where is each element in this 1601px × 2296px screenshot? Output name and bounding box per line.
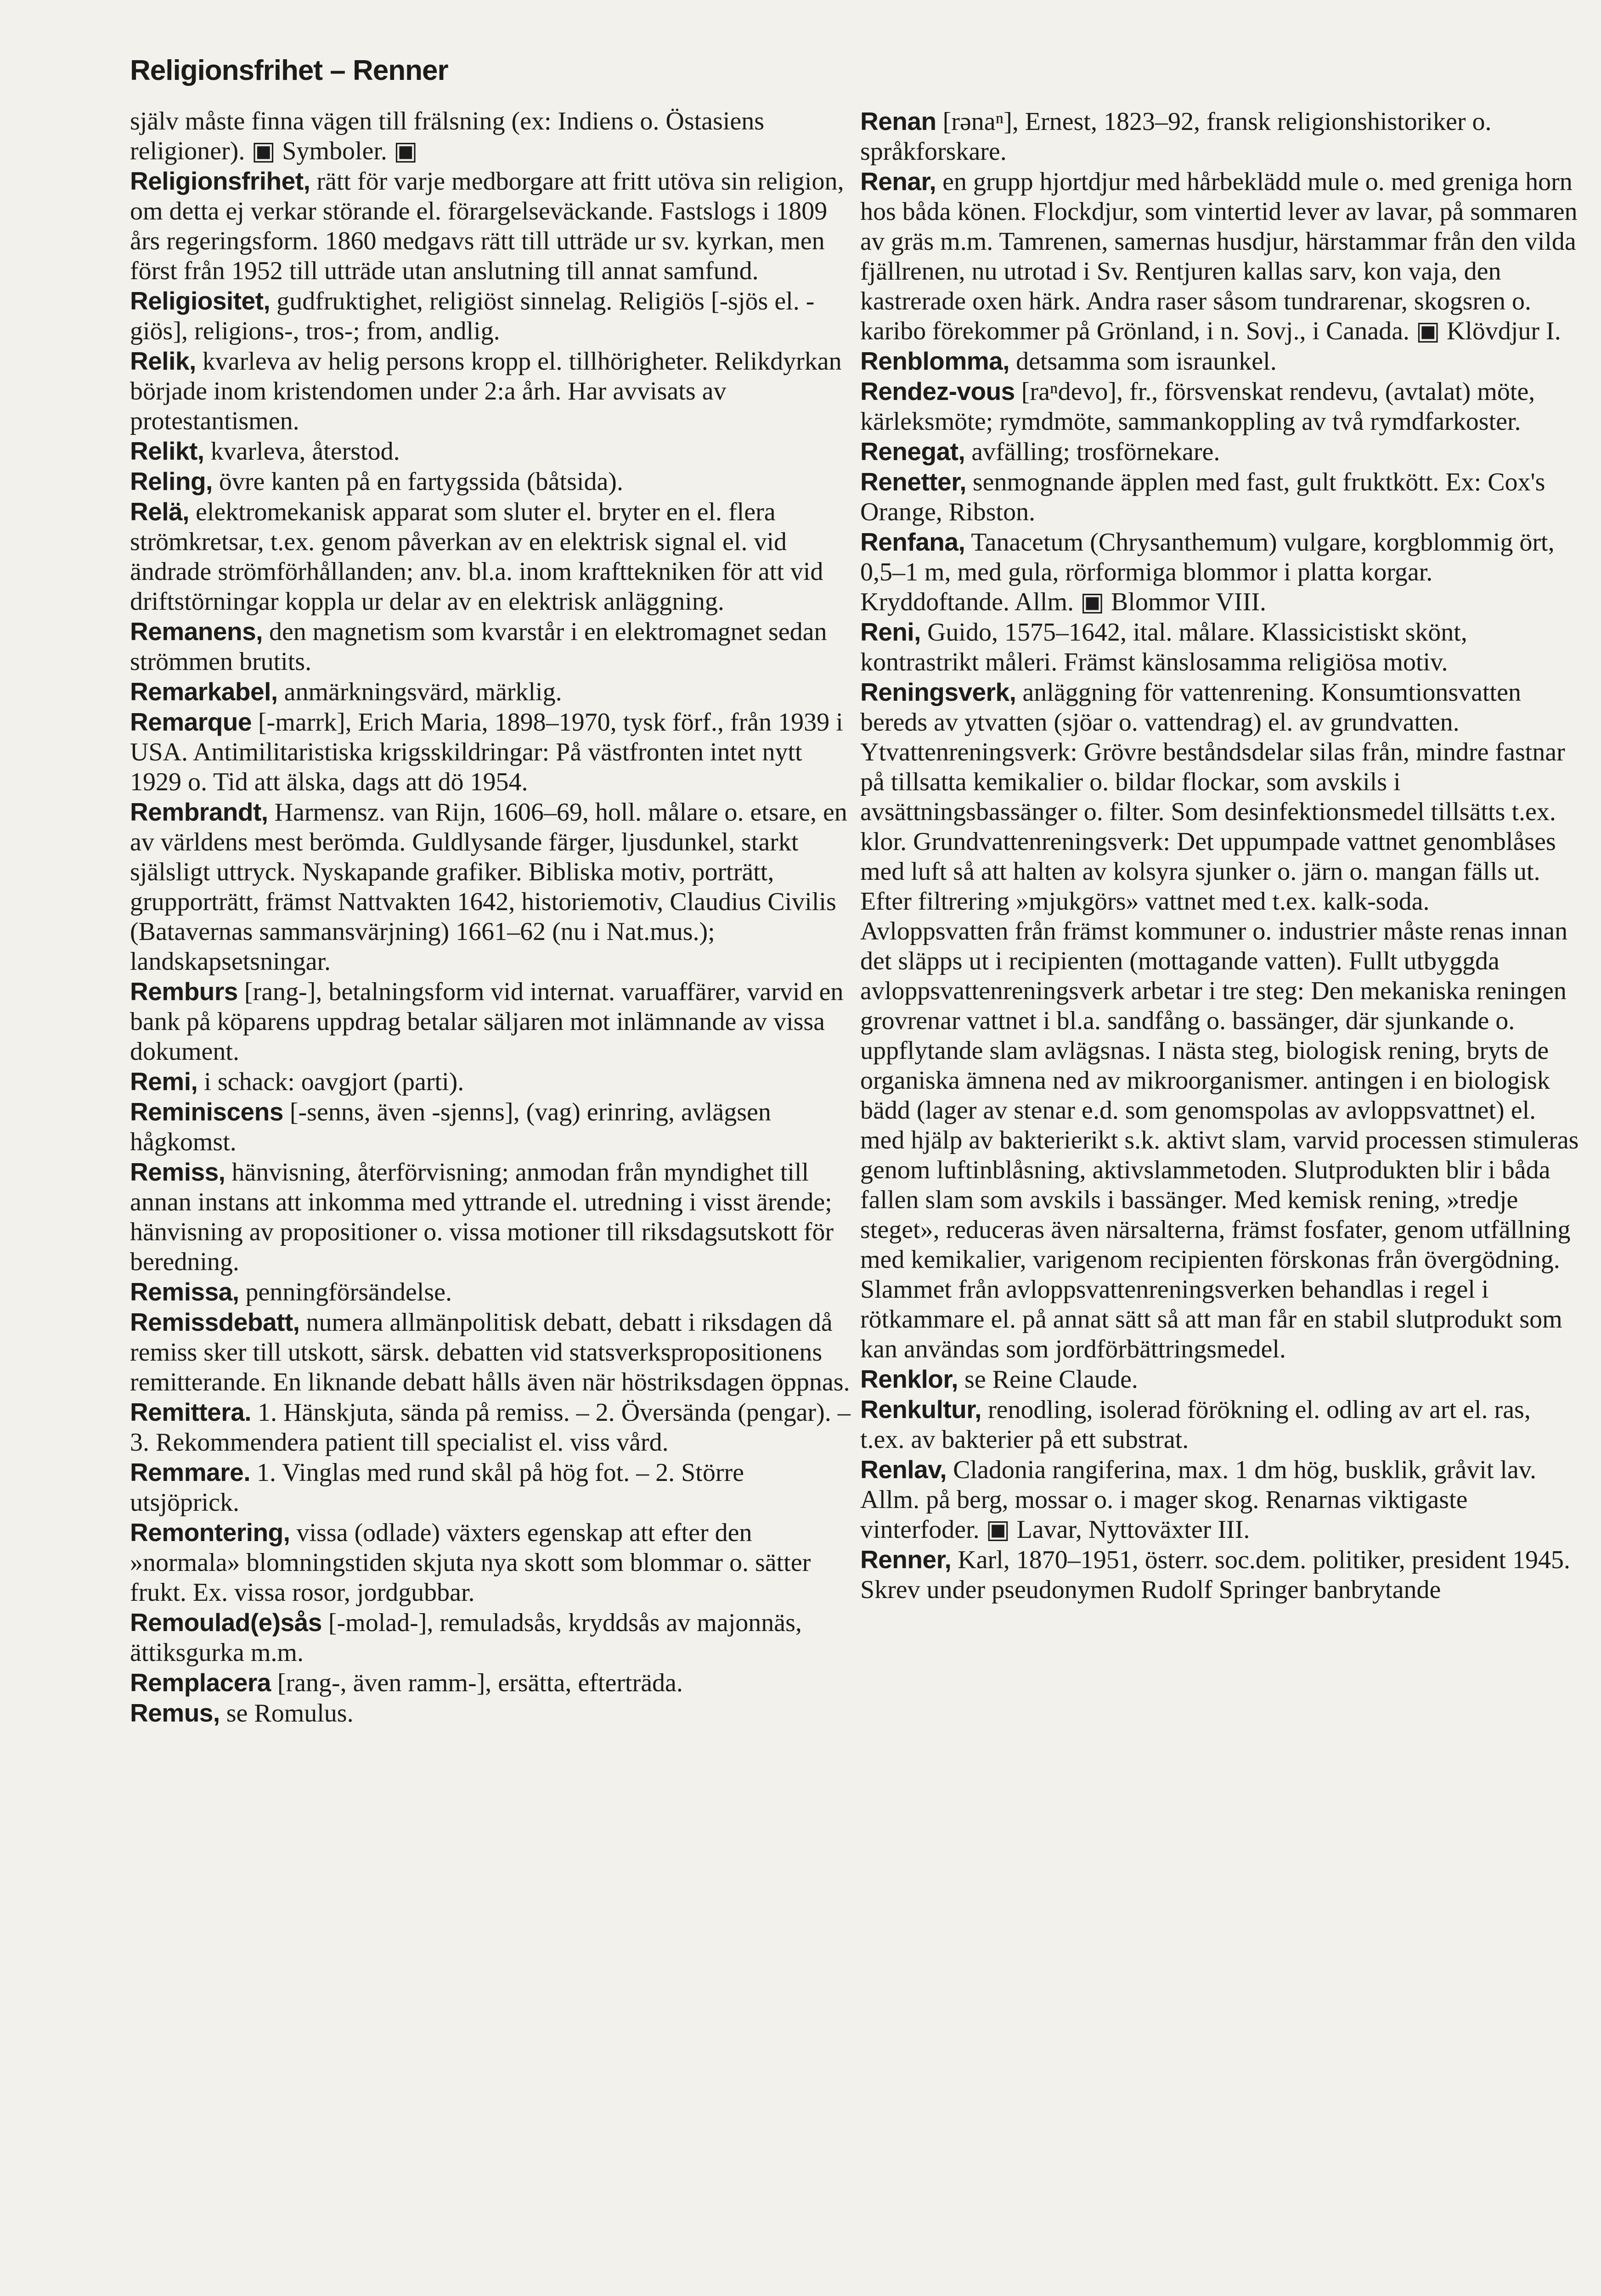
dictionary-entry xyxy=(860,1395,1581,1455)
entry-headword: Remissa, xyxy=(130,1277,239,1306)
dictionary-entry xyxy=(130,1097,851,1157)
dictionary-entry xyxy=(860,617,1581,677)
dictionary-entry xyxy=(130,707,851,797)
dictionary-entry xyxy=(860,167,1581,346)
dictionary-entry xyxy=(130,1608,851,1668)
dictionary-entry xyxy=(130,797,851,977)
entry-definition: elektromekanisk apparat som sluter el. bryter en el. flera strömkretsar, t.ex. genom påverkan av en elektrisk signal el. vid ändrade strömförhållanden; anv. bl.a. inom krafttekniken för att vid driftstörningar koppla ur delar av en elektrisk anläggning. xyxy=(130,498,823,616)
dictionary-entry xyxy=(130,1518,851,1608)
entry-definition: [-senns, även -sjenns], (vag) erinring, avlägsen hågkomst. xyxy=(130,1098,771,1156)
running-head: Religionsfrihet – Renner xyxy=(130,55,448,86)
entry-headword: Renkultur, xyxy=(860,1395,981,1424)
entry-definition: Cladonia rangiferina, max. 1 dm hög, busklik, gråvit lav. Allm. på berg, mossar o. i mager skog. Renarnas viktigaste vinterfoder. ▣ Lavar, Nyttoväxter III. xyxy=(860,1456,1537,1544)
entry-definition: [-marrk], Erich Maria, 1898–1970, tysk förf., från 1939 i USA. Antimilitaristiska krigsskildringar: På västfronten intet nytt 1929 o. Tid att älska, dags att dö 1954. xyxy=(130,708,843,796)
entry-definition: se Romulus. xyxy=(226,1699,354,1728)
entry-definition: [rang-], betalningsform vid internat. varuaffärer, varvid en bank på köparens uppdrag betalar säljaren mot inlämnande av vissa dokument. xyxy=(130,978,844,1066)
entry-definition: Tanacetum (Chrysanthemum) vulgare, korgblommig ört, 0,5–1 m, med gula, rörformiga blommor i platta korgar. Kryddoftande. Allm. ▣ Blommor VIII. xyxy=(860,528,1555,616)
entry-definition: se Reine Claude. xyxy=(964,1365,1138,1394)
dictionary-entry xyxy=(130,1307,851,1397)
dictionary-entry xyxy=(860,677,1581,1364)
entry-definition: renodling, isolerad förökning el. odling av art el. ras, t.ex. av bakterier på ett substrat. xyxy=(860,1396,1531,1454)
dictionary-entry xyxy=(130,467,851,497)
entry-definition: Harmensz. van Rijn, 1606–69, holl. målare o. etsare, en av världens mest berömda. Guldlysande färger, ljusdunkel, starkt själsligt uttryck. Nyskapande grafiker. Bibliska motiv, porträtt, grupporträtt, främst Nattvakten 1642, historiemotiv, Claudius Civilis (Batavernas sammansvärjning) 1661–62 (nu i Nat.mus.); landskapsetsningar. xyxy=(130,798,847,976)
entry-headword: Relikt, xyxy=(130,437,204,465)
entry-headword: Remittera. xyxy=(130,1398,251,1426)
dictionary-entry xyxy=(860,1455,1581,1545)
entry-headword: Remontering, xyxy=(130,1518,290,1547)
entry-definition: detsamma som israunkel. xyxy=(1016,347,1277,376)
entry-definition: Guido, 1575–1642, ital. målare. Klassicistiskt skönt, kontrastrikt måleri. Främst känslosamma religiösa motiv. xyxy=(860,618,1467,676)
entry-headword: Religionsfrihet, xyxy=(130,167,310,195)
entry-headword: Remissdebatt, xyxy=(130,1308,300,1336)
dictionary-entry xyxy=(130,166,851,286)
entry-definition: övre kanten på en fartygssida (båtsida). xyxy=(219,467,623,496)
entry-definition: hänvisning, återförvisning; anmodan från myndighet till annan instans att inkomma med yttrande el. utredning i visst ärende; hänvisning av propositioner o. vissa motioner till riksdagsutskott för beredning. xyxy=(130,1158,834,1276)
entry-headword: Renetter, xyxy=(860,467,966,496)
entry-definition: [raⁿdevo], fr., försvenskat rendevu, (avtalat) möte, kärleksmöte; rymdmöte, sammankoppling av två rymdfarkoster. xyxy=(860,377,1535,436)
dictionary-entry xyxy=(860,346,1581,377)
dictionary-entry xyxy=(130,1458,851,1518)
dictionary-entry xyxy=(130,1698,851,1728)
entry-headword: Remplacera xyxy=(130,1668,271,1697)
dictionary-entry xyxy=(130,1157,851,1277)
dictionary-entry xyxy=(130,286,851,346)
entry-definition: den magnetism som kvarstår i en elektromagnet sedan strömmen brutits. xyxy=(130,618,827,676)
entry-definition: numera allmänpolitisk debatt, debatt i riksdagen då remiss sker till utskott, särsk. debatten vid statsverkspropositionens remitterande. En liknande debatt hålls även när höstriksdagen öppnas. xyxy=(130,1308,850,1396)
entry-headword: Reni, xyxy=(860,618,921,646)
entry-headword: Renklor, xyxy=(860,1365,958,1393)
dictionary-entry xyxy=(130,677,851,707)
entry-headword: Renegat, xyxy=(860,437,965,466)
entry-headword: Renblomma, xyxy=(860,347,1010,375)
entry-headword: Reling, xyxy=(130,467,213,495)
dictionary-entry xyxy=(860,467,1581,527)
entry-definition: [-molad-], remuladsås, kryddsås av majonnäs, ättiksgurka m.m. xyxy=(130,1609,802,1667)
dictionary-entry xyxy=(860,527,1581,617)
entry-headword: Relik, xyxy=(130,347,196,375)
entry-headword: Reningsverk, xyxy=(860,678,1016,706)
entry-definition: rätt för varje medborgare att fritt utöva sin religion, om detta ej verkar störande el. förargelseväckande. Fastslogs i 1809 års regeringsform. 1860 medgavs rätt till utträde ur sv. kyrkan, men först från 1952 till utträde utan anslutning till annat samfund. xyxy=(130,167,844,285)
entry-definition: [rənaⁿ], Ernest, 1823–92, fransk religionshistoriker o. språkforskare. xyxy=(860,107,1492,166)
entry-headword: Renan xyxy=(860,107,936,135)
entry-headword: Renner, xyxy=(860,1545,952,1574)
entry-definition: senmognande äpplen med fast, gult fruktkött. Ex: Cox's Orange, Ribston. xyxy=(860,468,1545,526)
dictionary-entry xyxy=(130,346,851,436)
entry-definition: kvarleva av helig persons kropp el. tillhörigheter. Relikdyrkan började inom kristendomen under 2:a årh. Har avvisats av protestantismen. xyxy=(130,347,842,435)
entry-definition: vissa (odlade) växters egenskap att efter den »normala» blomningstiden skjuta nya skott som blommar o. sätter frukt. Ex. vissa rosor, jordgubbar. xyxy=(130,1519,811,1607)
dictionary-entry xyxy=(130,1067,851,1097)
dictionary-entry xyxy=(130,497,851,617)
entry-headword: Renlav, xyxy=(860,1455,947,1484)
entry-headword: Remanens, xyxy=(130,617,263,646)
dictionary-entry xyxy=(130,436,851,467)
dictionary-entry xyxy=(860,1545,1581,1605)
entry-definition: 1. Vinglas med rund skål på hög fot. – 2. Större utsjöprick. xyxy=(130,1458,744,1517)
dictionary-entry xyxy=(130,1277,851,1307)
entry-definition: anläggning för vattenrening. Konsumtionsvatten bereds av ytvatten (sjöar o. vattendrag) el. av grundvatten. Ytvattenreningsverk: Grövre beståndsdelar silas från, mindre fastnar på tillsatta kemikalier o. bildar flockar, som avskils i avsättningsbassänger o. filter. Som desinfektionsmedel tillsätts t.ex. klor. Grundvattenreningsverk: Det uppumpade vattnet genomblåses med luft så att halten av kolsyra sjunker o. järn o. mangan fälls ut. Efter filtrering »mjukgörs» vattnet med t.ex. kalk-soda. Avloppsvatten från främst kommuner o. industrier måste renas innan det släpps ut i recipienten (mottagande vatten). Fullt utbyggda avloppsvattenreningsverk arbetar i tre steg: Den mekaniska reningen grovrenar vattnet i bl.a. sandfång o. bassänger, där sjunkande o. uppflytande slam avlägsnas. I nästa steg, biologisk rening, bryts de organiska ämnena ned av mikroorganismer. antingen i en biologisk bädd (lager av stenar e.d. som genomspolas av avloppsvattnet) el. med hjälp av bakterierikt s.k. aktivt slam, varvid processen stimuleras genom luftinblåsning, aktivslammetoden. Slutprodukten blir i båda fallen slam som avskils i bassänger. Med kemisk rening, »tredje steget», reduceras även närsalterna, främst fosfater, genom utfällning med kemikalier, varigenom recipienten förskonas från övergödning. Slammet från avloppsvattenreningsverken behandlas i regel i rötkammare el. på annat sätt så att man får en stabil slutprodukt som kan användas som jordförbättringsmedel. xyxy=(860,678,1579,1363)
entry-definition: i schack: oavgjort (parti). xyxy=(204,1068,464,1096)
entry-headword: Remburs xyxy=(130,977,238,1006)
entry-headword: Remarque xyxy=(130,708,252,736)
entry-definition: anmärkningsvärd, märklig. xyxy=(284,678,562,706)
entry-headword: Remiss, xyxy=(130,1158,225,1186)
dictionary-entry xyxy=(130,1668,851,1698)
dictionary-entry xyxy=(130,977,851,1067)
dictionary-entry xyxy=(130,1397,851,1458)
entry-definition: avfälling; trosförnekare. xyxy=(971,438,1220,466)
entry-definition: [rang-, även ramm-], ersätta, efterträda. xyxy=(277,1669,683,1697)
dictionary-entry xyxy=(860,1364,1581,1395)
entry-headword: Relä, xyxy=(130,497,189,526)
entry-headword: Rembrandt, xyxy=(130,798,268,826)
entry-headword: Remus, xyxy=(130,1699,220,1727)
entry-definition: penningförsändelse. xyxy=(245,1278,452,1306)
entry-definition: själv måste finna vägen till frälsning (ex: Indiens o. Östasiens religioner). ▣ Symboler. ▣ xyxy=(130,107,765,165)
entry-definition: 1. Hänskjuta, sända på remiss. – 2. Översända (pengar). – 3. Rekommendera patient till specialist el. viss vård. xyxy=(130,1398,851,1457)
entry-headword: Reminiscens xyxy=(130,1097,283,1126)
dictionary-entry xyxy=(130,617,851,677)
entry-headword: Religiositet, xyxy=(130,287,271,315)
entry-definition: Karl, 1870–1951, österr. soc.dem. politiker, president 1945. Skrev under pseudonymen Rudolf Springer banbrytande xyxy=(860,1546,1570,1604)
dictionary-entry xyxy=(130,107,851,166)
entry-definition: kvarleva, återstod. xyxy=(210,437,400,466)
entry-definition: en grupp hjortdjur med hårbeklädd mule o. med greniga horn hos båda könen. Flockdjur, som vintertid lever av lavar, på sommaren av gräs m.m. Tamrenen, samernas husdjur, härstammar från den vilda fjällrenen, nu utrotad i Sv. Rentjuren kallas sarv, kon vaja, den kastrerade oxen härk. Andra raser såsom tundrarenar, skogsren o. karibo förekommer på Grönland, i n. Sovj., i Canada. ▣ Klövdjur I. xyxy=(860,168,1578,345)
right-column xyxy=(860,107,1581,1605)
dictionary-entry xyxy=(860,437,1581,467)
left-column xyxy=(130,107,851,1728)
entry-headword: Remarkabel, xyxy=(130,677,278,706)
entry-headword: Remmare. xyxy=(130,1458,250,1486)
entry-headword: Remi, xyxy=(130,1067,198,1096)
entry-headword: Renfana, xyxy=(860,528,965,556)
dictionary-entry xyxy=(860,377,1581,437)
entry-headword: Renar, xyxy=(860,167,936,196)
dictionary-entry xyxy=(860,107,1581,167)
entry-definition: gudfruktighet, religiöst sinnelag. Religiös [-sjös el. -giös], religions-, tros-; from, andlig. xyxy=(130,287,815,345)
entry-headword: Rendez-vous xyxy=(860,377,1015,405)
entry-headword: Remoulad(e)sås xyxy=(130,1608,322,1637)
